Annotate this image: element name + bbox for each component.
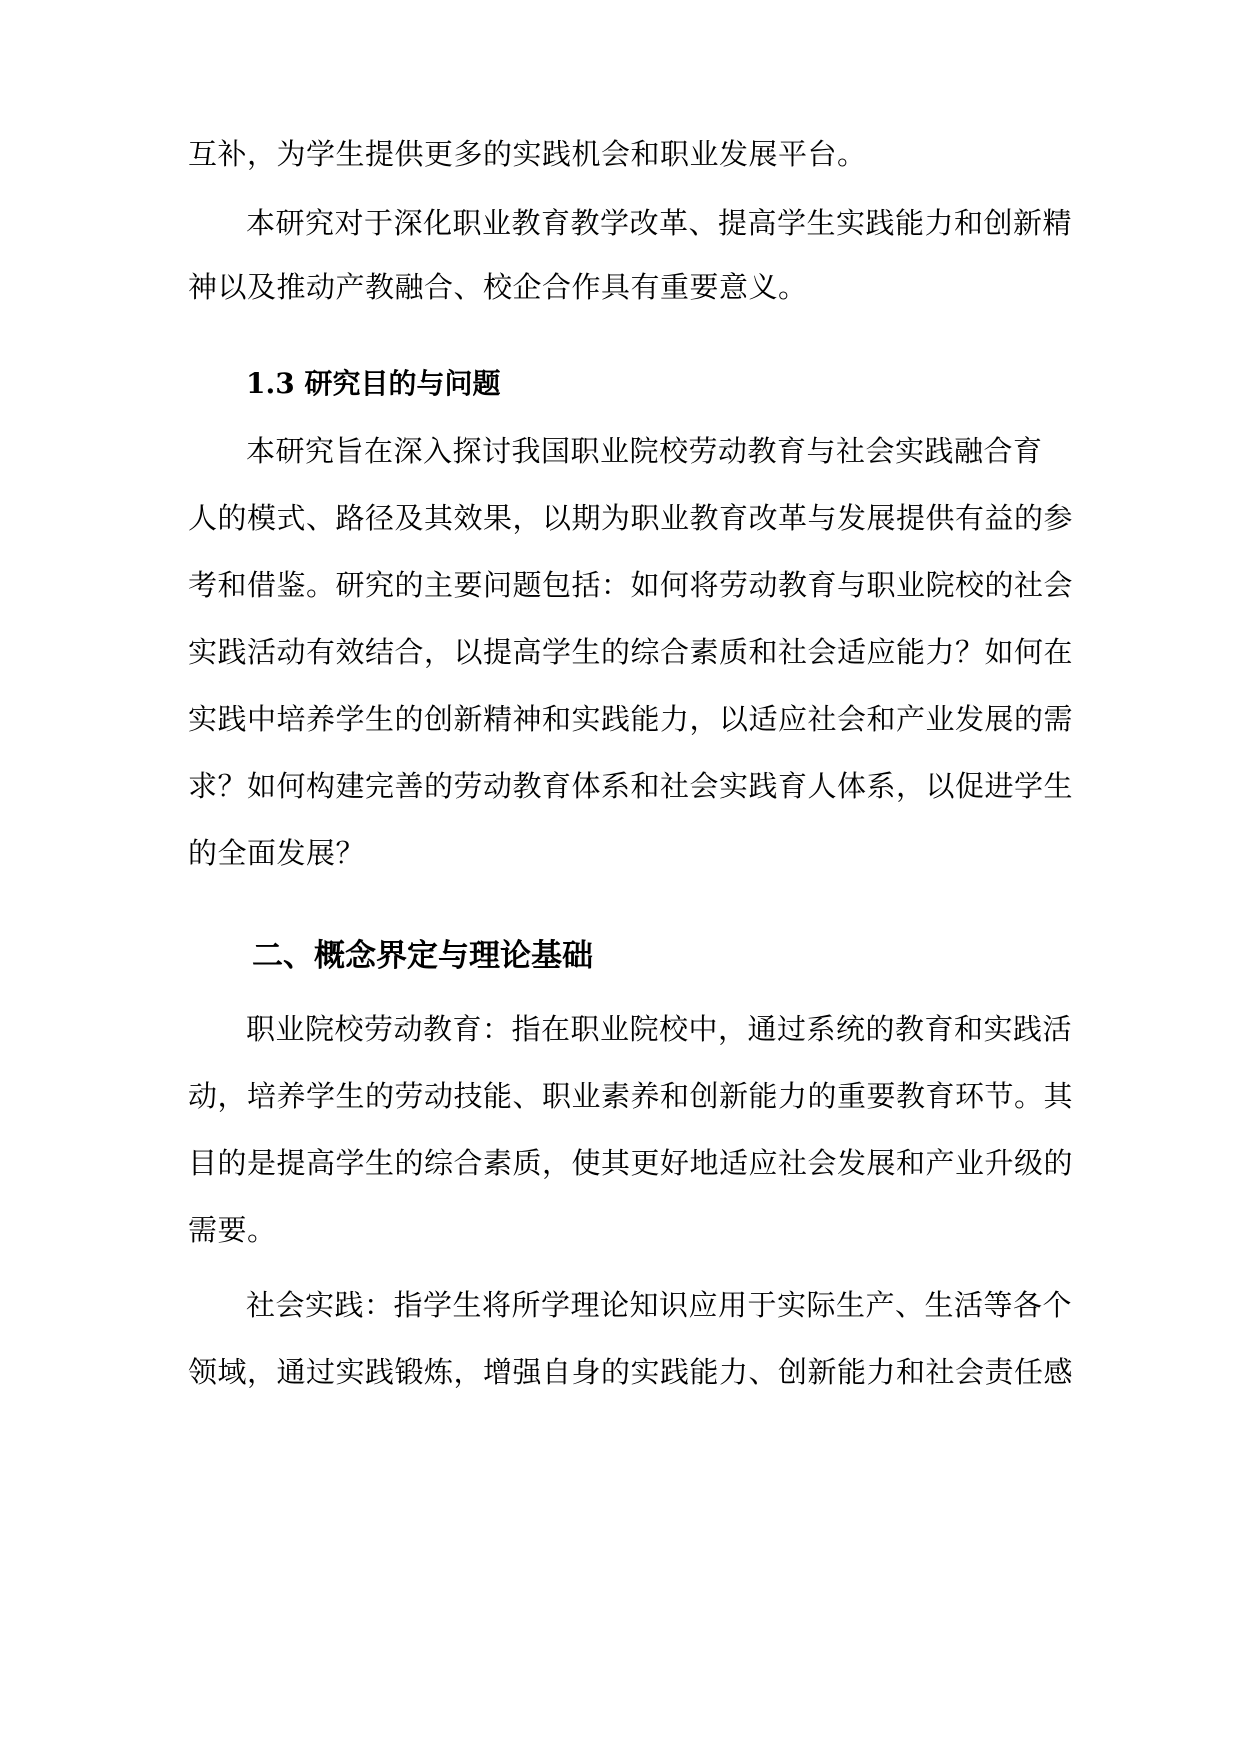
paragraph-line: 职业院校劳动教育：指在职业院校中，通过系统的教育和实践活 (246, 1012, 1073, 1046)
paragraph-line: 领域，通过实践锻炼，增强自身的实践能力、创新能力和社会责任感 (188, 1355, 1074, 1389)
paragraph-line: 求？如何构建完善的劳动教育体系和社会实践育人体系，以促进学生 (188, 769, 1074, 803)
paragraph-line: 神以及推动产教融合、校企合作具有重要意义。 (188, 270, 808, 304)
subsection-heading: 1.3 研究目的与问题 (246, 367, 501, 400)
paragraph-line: 人的模式、路径及其效果，以期为职业教育改革与发展提供有益的参 (188, 501, 1074, 535)
paragraph-line: 实践活动有效结合，以提高学生的综合素质和社会适应能力？如何在 (188, 635, 1074, 669)
paragraph-line: 社会实践：指学生将所学理论知识应用于实际生产、生活等各个 (246, 1288, 1073, 1322)
paragraph-line: 动，培养学生的劳动技能、职业素养和创新能力的重要教育环节。其 (188, 1079, 1074, 1113)
paragraph-line: 本研究对于深化职业教育教学改革、提高学生实践能力和创新精 (246, 206, 1073, 240)
paragraph-line: 实践中培养学生的创新精神和实践能力，以适应社会和产业发展的需 (188, 702, 1074, 736)
paragraph-line: 的全面发展？ (188, 836, 366, 870)
paragraph-line: 目的是提高学生的综合素质，使其更好地适应社会发展和产业升级的 (188, 1146, 1074, 1180)
paragraph-line: 本研究旨在深入探讨我国职业院校劳动教育与社会实践融合育 (246, 434, 1043, 468)
paragraph-line: 需要。 (188, 1213, 277, 1247)
section-heading: 二、概念界定与理论基础 (252, 938, 593, 974)
paragraph-line: 考和借鉴。研究的主要问题包括：如何将劳动教育与职业院校的社会 (188, 568, 1074, 602)
paragraph-line: 互补，为学生提供更多的实践机会和职业发展平台。 (188, 137, 867, 171)
